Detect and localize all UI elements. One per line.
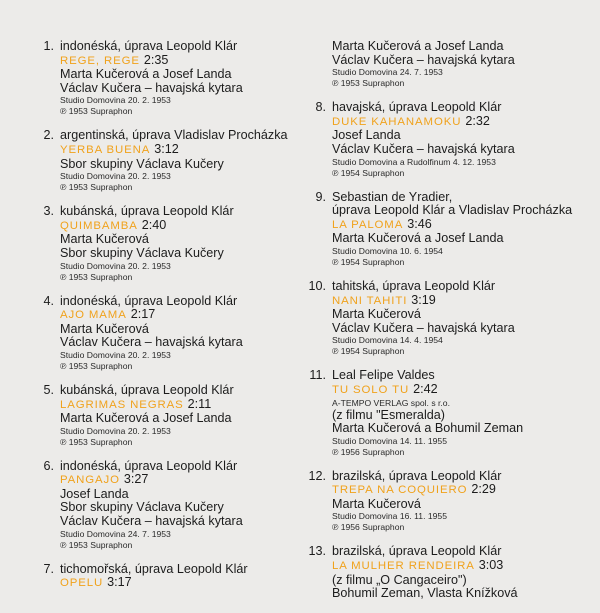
track-time: 2:29 <box>471 482 496 497</box>
track-time: 2:17 <box>130 307 156 322</box>
track-title: PANGAJO <box>60 474 120 487</box>
track-studio: Studio Domovina 20. 2. 1953 <box>60 171 171 182</box>
track-4 <box>30 295 300 372</box>
track-origin: Sebastian de Yradier, <box>332 189 453 204</box>
track-studio: Studio Domovina 20. 2. 1953 <box>60 95 171 106</box>
track-time: 3:17 <box>107 575 132 590</box>
track-studio: Studio Domovina 10. 6. 1954 <box>332 245 443 256</box>
track-number: 3. <box>43 204 54 219</box>
track-copyright: ℗ 1953 Supraphon <box>60 106 133 117</box>
track-title: LAGRIMAS NEGRAS <box>60 398 184 411</box>
track-studio: Studio Domovina 20. 2. 1953 <box>60 425 171 436</box>
track-10 <box>302 280 598 357</box>
track-number: 7. <box>43 561 54 576</box>
track-time: 3:46 <box>407 216 432 231</box>
track-number: 13. <box>308 544 326 559</box>
track-copyright: ℗ 1953 Supraphon <box>60 436 133 447</box>
track-performer: Marta Kučerová a Bohumil Zeman <box>332 421 524 436</box>
track-film-note: (z filmu „O Cangaceiro") <box>332 572 467 587</box>
track-copyright: ℗ 1954 Supraphon <box>332 167 405 178</box>
track-title: LA PALOMA <box>332 218 404 231</box>
track-number: 10. <box>308 278 326 293</box>
track-number: 1. <box>43 39 54 53</box>
track-performer: Marta Kučerová a Josef Landa <box>60 411 232 426</box>
track-copyright: ℗ 1953 Supraphon <box>60 539 133 550</box>
track-9 <box>302 191 598 268</box>
track-performer: Václav Kučera – havajská kytara <box>332 52 515 67</box>
track-title: DUKE KAHANAMOKU <box>332 115 462 128</box>
track-performer: Václav Kučera – havajská kytara <box>60 80 243 95</box>
track-studio: Studio Domovina 20. 2. 1953 <box>60 260 171 271</box>
track-number: 6. <box>43 458 54 473</box>
track-performer: Václav Kučera – havajská kytara <box>60 335 243 350</box>
track-title: TU SOLO TU <box>332 383 410 396</box>
track-performer: Marta Kučerová a Josef Landa <box>60 67 232 82</box>
track-time: 2:32 <box>465 113 490 128</box>
track-8 <box>302 101 598 178</box>
track-film-note: (z filmu "Esmeralda) <box>332 407 445 422</box>
track-time: 3:03 <box>478 558 504 573</box>
track-origin: indonéská, úprava Leopold Klár <box>60 293 238 308</box>
track-performer: Josef Landa <box>332 128 401 143</box>
track-copyright: ℗ 1954 Supraphon <box>332 256 405 267</box>
track-studio: Studio Domovina 24. 7. 1953 <box>332 67 443 78</box>
track-origin: indonéská, úprava Leopold Klár <box>60 39 238 53</box>
track-time: 2:35 <box>143 52 169 67</box>
track-title: REGE, REGE <box>60 54 140 67</box>
right-column <box>302 40 598 613</box>
track-copyright: ℗ 1953 Supraphon <box>332 78 405 89</box>
track-origin: brazilská, úprava Leopold Klár <box>332 544 502 559</box>
track-performer: Bohumil Zeman, Vlasta Knížková <box>332 586 518 601</box>
track-studio: Studio Domovina 14. 4. 1954 <box>332 335 443 346</box>
track-performer: Sbor skupiny Václava Kučery <box>60 245 224 260</box>
track-number: 2. <box>43 128 54 143</box>
track-title: LA MULHER RENDEIRA <box>332 560 475 573</box>
track-copyright: ℗ 1956 Supraphon <box>332 522 405 533</box>
track-performer: Václav Kučera – havajská kytara <box>60 514 243 529</box>
track-11 <box>302 369 598 457</box>
track-performer: Marta Kučerová a Josef Landa <box>332 231 504 246</box>
track-1 <box>30 40 300 117</box>
track-origin-2: úprava Leopold Klár a Vladislav Procházka <box>332 203 573 218</box>
track-2 <box>30 129 300 193</box>
track-origin: havajská, úprava Leopold Klár <box>332 100 502 115</box>
track-origin: tahitská, úprava Leopold Klár <box>332 278 496 293</box>
track-performer: Václav Kučera – havajská kytara <box>332 141 515 156</box>
track-origin: kubánská, úprava Leopold Klár <box>60 382 234 397</box>
track-studio: Studio Domovina 16. 11. 1955 <box>332 511 447 522</box>
track-copyright: ℗ 1953 Supraphon <box>60 271 133 282</box>
track-publisher: A-TEMPO VERLAG spol. s r.o. <box>332 397 450 408</box>
track-performer: Sbor skupiny Václava Kučery <box>60 500 224 515</box>
track-studio: Studio Domovina 14. 11. 1955 <box>332 435 447 446</box>
track-title: OPELU <box>60 577 104 590</box>
track-copyright: ℗ 1953 Supraphon <box>60 360 133 371</box>
track-performer: Václav Kučera – havajská kytara <box>332 320 515 335</box>
track-title: NANI TAHITI <box>332 294 408 307</box>
track-12 <box>302 470 598 534</box>
track-title: QUIMBAMBA <box>60 219 138 232</box>
track-origin: brazilská, úprava Leopold Klár <box>332 468 502 483</box>
track-title: YERBA BUENA <box>60 143 151 156</box>
track-copyright: ℗ 1953 Supraphon <box>60 182 133 193</box>
track-title: TREPA NA COQUIERO <box>332 484 468 497</box>
track-time: 2:40 <box>141 217 167 232</box>
track-performer: Marta Kučerová a Josef Landa <box>332 39 504 53</box>
track-origin: tichomořská, úprava Leopold Klár <box>60 561 248 576</box>
track-7 <box>30 563 300 591</box>
track-time: 3:12 <box>154 141 179 156</box>
track-5 <box>30 384 300 448</box>
track-number: 11. <box>309 368 326 383</box>
track-number: 4. <box>43 293 54 308</box>
track-origin: Leal Felipe Valdes <box>332 368 435 383</box>
track-number: 9. <box>315 189 326 204</box>
track-13 <box>302 545 598 600</box>
track-performer: Josef Landa <box>60 486 129 501</box>
track-origin: kubánská, úprava Leopold Klár <box>60 204 234 219</box>
track-time: 3:19 <box>411 292 436 307</box>
track-title: AJO MAMA <box>60 309 127 322</box>
track-copyright: ℗ 1956 Supraphon <box>332 446 405 457</box>
track-performer: Marta Kučerová <box>332 496 421 511</box>
track-performer: Marta Kučerová <box>332 307 421 322</box>
track-6 <box>30 460 300 551</box>
track-time: 2:11 <box>187 396 212 411</box>
track-origin: indonéská, úprava Leopold Klár <box>60 458 238 473</box>
track-performer: Marta Kučerová <box>60 232 149 247</box>
track-studio: Studio Domovina 24. 7. 1953 <box>60 528 171 539</box>
track-origin: argentinská, úprava Vladislav Procházka <box>60 128 288 143</box>
track-studio: Studio Domovina 20. 2. 1953 <box>60 349 171 360</box>
track-time: 2:42 <box>413 381 438 396</box>
left-column <box>30 40 300 603</box>
track-number: 5. <box>43 382 54 397</box>
track-copyright: ℗ 1954 Supraphon <box>332 346 405 357</box>
track-number: 12. <box>308 468 326 483</box>
track-studio: Studio Domovina a Rudolfinum 4. 12. 1953 <box>332 156 496 167</box>
track-number: 8. <box>315 100 326 115</box>
track-performer: Marta Kučerová <box>60 321 149 336</box>
track-performer: Sbor skupiny Václava Kučery <box>60 156 224 171</box>
track-time: 3:27 <box>123 472 149 487</box>
track-7-continued <box>302 40 598 89</box>
track-3 <box>30 205 300 282</box>
